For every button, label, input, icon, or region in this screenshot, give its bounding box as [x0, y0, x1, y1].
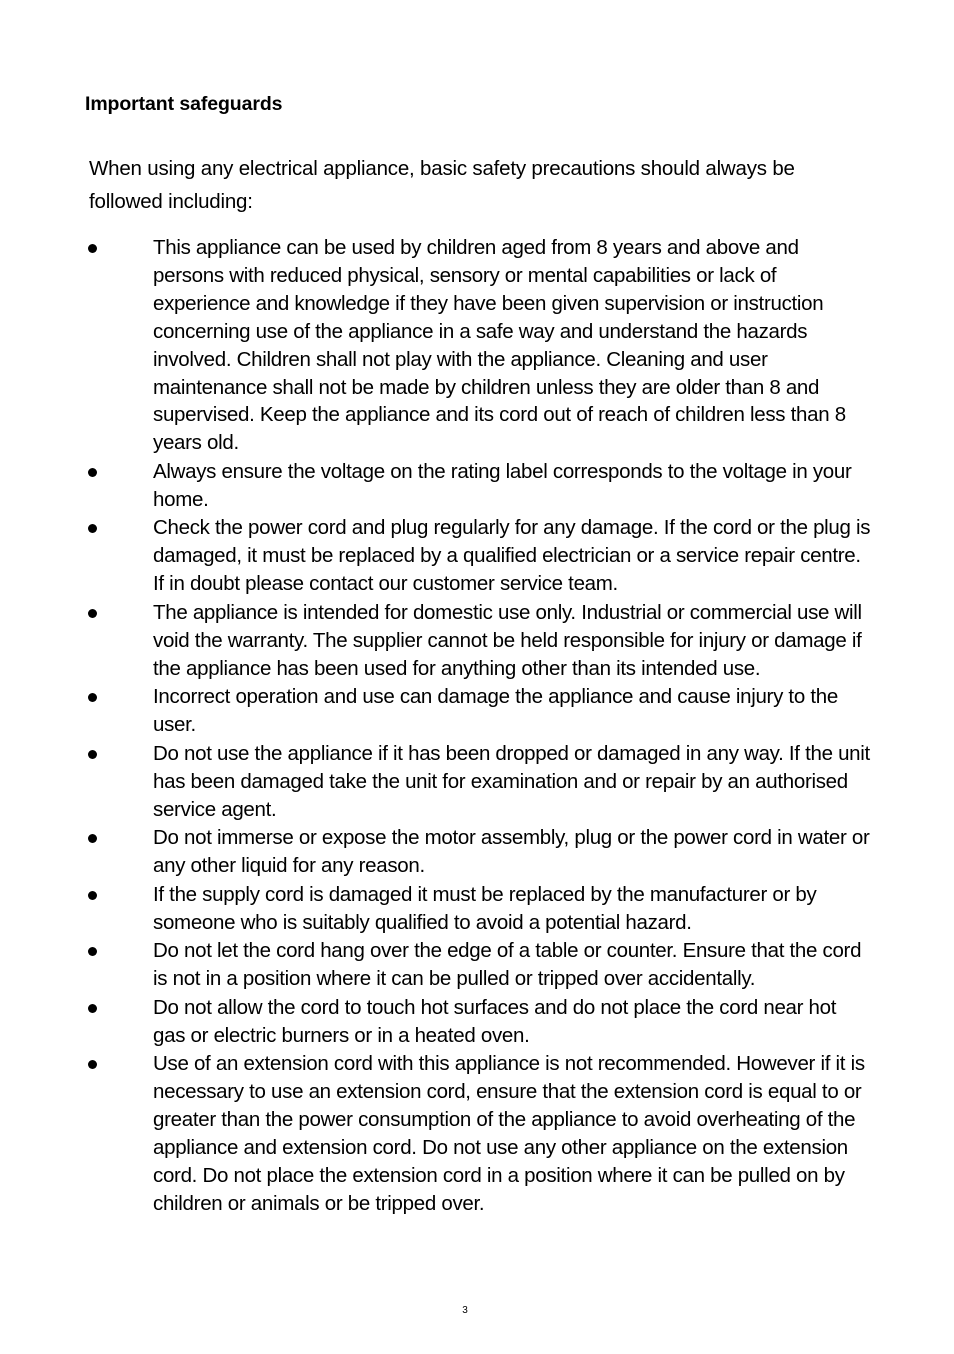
list-item — [0, 881, 873, 937]
list-item — [0, 1050, 873, 1217]
list-item-text: The appliance is intended for domestic use only. Industrial or commercial use will void the warranty. The supplier cannot be held responsible for injury or damage if the appliance has been used for anything other than its intended use. — [153, 600, 862, 680]
list-item — [0, 599, 873, 683]
bullet-icon — [87, 234, 101, 262]
bullet-icon — [87, 740, 101, 768]
list-item — [0, 994, 873, 1050]
list-item — [0, 458, 873, 514]
list-item-text: Always ensure the voltage on the rating label corresponds to the voltage in your home. — [153, 459, 852, 511]
page-title: Important safeguards — [85, 93, 283, 115]
list-item-text: Do not let the cord hang over the edge of a table or counter. Ensure that the cord is not in a position where it can be pulled or tripped over accidentally. — [153, 939, 862, 991]
bullet-icon — [87, 994, 101, 1022]
list-item-text: This appliance can be used by children aged from 8 years and above and persons with reduced physical, sensory or mental capabilities or lack of experience and knowledge if they have been given supervision or instruction concerning use of the appliance in a safe way and understand the hazards involved. Children shall not play with the appliance. Cleaning and user maintenance shall not be made by children unless they are older than 8 and supervised. Keep the appliance and its cord out of reach of children less than 8 years old. — [153, 236, 846, 455]
bullet-icon — [87, 1050, 101, 1078]
list-item — [0, 234, 873, 457]
list-item-text: Incorrect operation and use can damage the appliance and cause injury to the user. — [153, 685, 838, 737]
bullet-icon — [87, 458, 101, 486]
bullet-icon — [87, 824, 101, 852]
list-item-text: Do not immerse or expose the motor assembly, plug or the power cord in water or any other liquid for any reason. — [153, 826, 870, 878]
list-item-text: Do not allow the cord to touch hot surfaces and do not place the cord near hot gas or electric burners or in a heated oven. — [153, 995, 837, 1047]
list-item-text: If the supply cord is damaged it must be replaced by the manufacturer or by someone who is suitably qualified to avoid a potential hazard. — [153, 882, 817, 934]
intro-paragraph: When using any electrical appliance, basic safety precautions should always be followed including: — [89, 157, 795, 213]
bullet-icon — [87, 937, 101, 965]
list-item — [0, 683, 873, 739]
list-item — [0, 740, 873, 824]
list-item — [0, 514, 873, 598]
list-item-text: Do not use the appliance if it has been dropped or damaged in any way. If the unit has been damaged take the unit for examination and or repair by an authorised service agent. — [153, 741, 870, 821]
bullet-icon — [87, 514, 101, 542]
bullet-icon — [87, 599, 101, 627]
safeguards-list — [0, 234, 954, 1218]
bullet-icon — [87, 881, 101, 909]
bullet-icon — [87, 683, 101, 711]
page-number: 3 — [462, 1305, 468, 1316]
list-item — [0, 824, 873, 880]
list-item-text: Use of an extension cord with this appliance is not recommended. However if it is necessary to use an extension cord, ensure that the extension cord is equal to or greater than the power consumption of the appliance to avoid overheating of the appliance and extension cord. Do not use any other appliance on the extension cord. Do not place the extension cord in a position where it can be pulled on by children or animals or be tripped over. — [153, 1052, 865, 1215]
list-item-text: Check the power cord and plug regularly for any damage. If the cord or the plug is damaged, it must be replaced by a qualified electrician or a service repair centre. If in doubt please contact our customer service team. — [153, 516, 871, 596]
list-item — [0, 937, 873, 993]
